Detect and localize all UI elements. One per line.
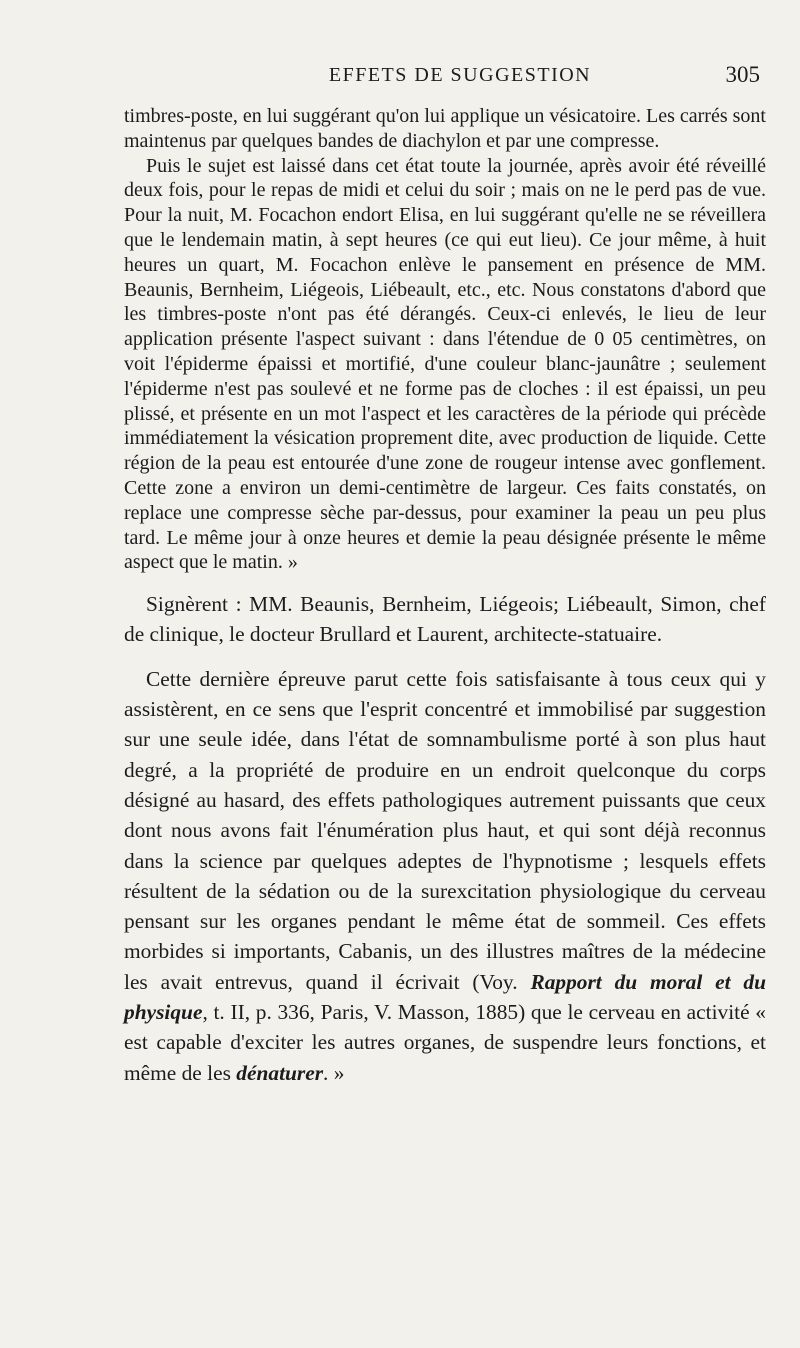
paragraph-1: timbres-poste, en lui suggérant qu'on lui applique un vésicatoire. Les carrés sont maintenus par quelques bandes de diachylon et par une compresse. xyxy=(124,105,766,152)
cited-work-title: Rapport du moral et du physique xyxy=(124,969,766,1024)
paragraph-conclusion xyxy=(124,664,766,1088)
emphasized-word: dénaturer xyxy=(236,1060,324,1085)
conclusion-text-a: Cette dernière épreuve parut cette fois satisfaisante à tous ceux qui y assistèrent, en ce sens que l'esprit concentré et immobilisé par suggestion sur une seule idée, dans l'état de somnambulisme porté à son plus haut degré, a la propriété de produire en un endroit quelconque du corps désigné au hasard, des effets pathologiques autrement puissants que ceux dont nous avons fait l'énumération plus haut, et qui sont déjà reconnus dans la science par quelques adeptes de l'hypnotisme ; lesquels effets résultent de la sédation ou de la surexcitation physiologique du cerveau pensant sur les organes pendant le même état de sommeil. Ces effets morbides si importants, Cabanis, un des illustres maîtres de la médecine les avait entrevus, quand il écrivait (Voy. xyxy=(124,666,766,994)
running-head xyxy=(124,58,766,94)
page-number: 305 xyxy=(725,62,760,87)
paragraph-signatories: Signèrent : MM. Beaunis, Bernheim, Liégeois; Liébeault, Simon, chef de clinique, le docteur Brullard et Laurent, architecte-statuaire. xyxy=(124,592,766,647)
conclusion-text-b: , t. II, p. 336, Paris, V. Masson, 1885) que le cerveau en activité « est capable d'exciter les autres organes, de suspendre leurs fonctions, et même de les xyxy=(124,1000,766,1085)
running-title: EFFETS DE SUGGESTION xyxy=(328,64,592,86)
paragraph-2: Puis le sujet est laissé dans cet état toute la journée, après avoir été réveillé deux fois, pour le repas de midi et celui du soir ; mais on ne le perd pas de vue. Pour la nuit, M. Focachon endort Elisa, en lui suggérant qu'elle ne se réveillera que le lendemain matin, à sept heures (ce qui eut lieu). Ce jour même, à huit heures un quart, M. Focachon enlève le pansement en présence de MM. Beaunis, Bernheim, Liégeois, Liébeault, etc., etc. Nous constatons d'abord que les timbres-poste n'ont pas été dérangés. Ceux-ci enlevés, le lieu de leur application présente l'aspect suivant : dans l'étendue de 0 05 centimètres, on voit l'épiderme épaissi et mortifié, d'une couleur blanc-jaunâtre ; seulement l'épiderme n'est pas soulevé et ne forme pas de cloches : il est épaissi, un peu plissé, et présente en un mot l'aspect et les caractères de la période qui précède immédiatement la vésication proprement dite, avec production de liquide. Cette région de la peau est entourée d'une zone de rougeur intense avec gonflement. Cette zone a environ un demi-centimètre de largeur. Ces faits constatés, on replace une compresse sèche par-dessus, pour examiner la peau un peu plus tard. Le même jour à onze heures et demie la peau désignée présente le même aspect que le matin. » xyxy=(124,154,766,574)
paragraph-gap xyxy=(124,650,766,664)
conclusion-text-c: . » xyxy=(323,1060,345,1085)
paragraph-gap xyxy=(124,575,766,589)
